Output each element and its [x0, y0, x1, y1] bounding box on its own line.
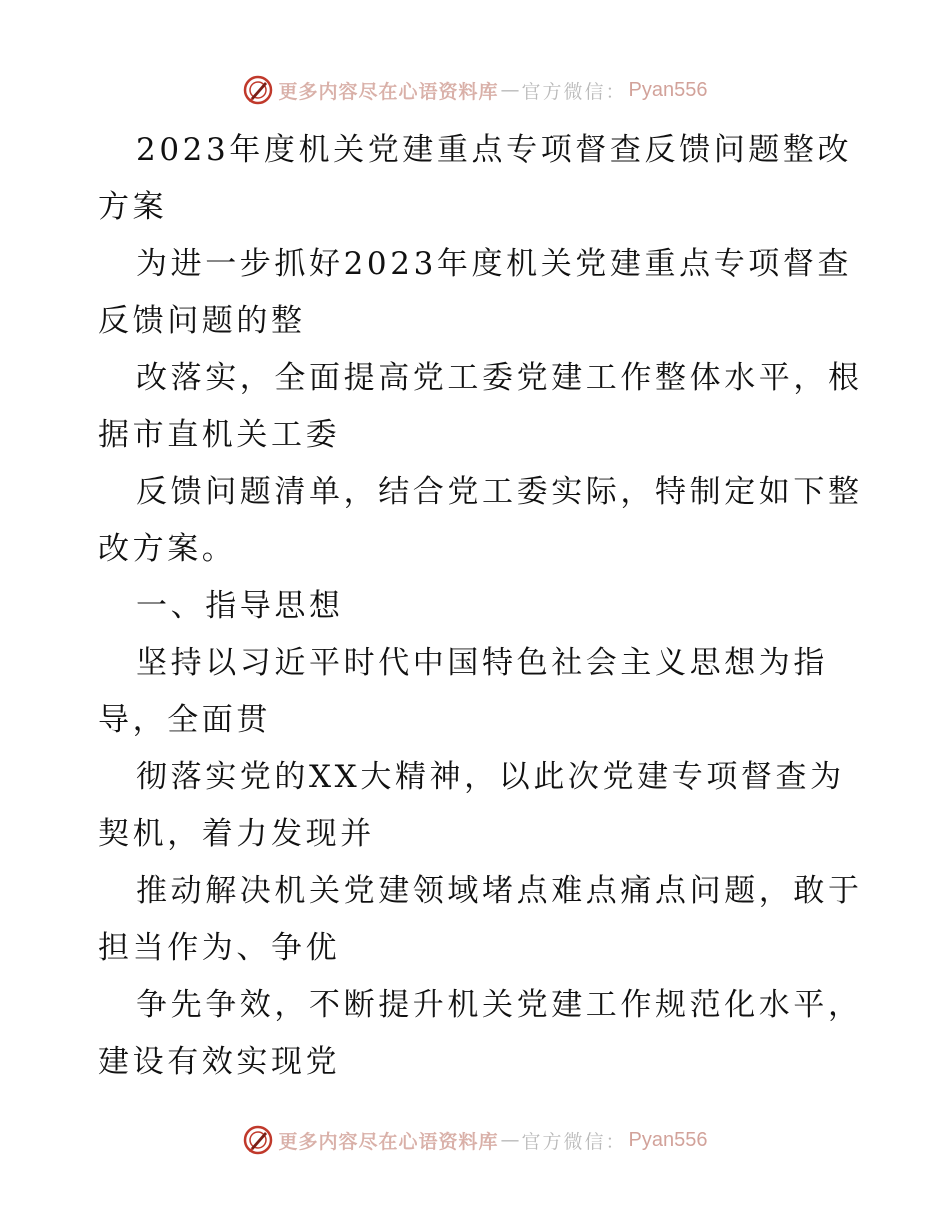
banner-dash: — — [500, 1129, 520, 1151]
paragraph-line: 坚持以习近平时代中国特色社会主义思想为指 — [136, 645, 828, 681]
paragraph-line: 担当作为、争优 — [98, 930, 341, 966]
banner-dash: — — [500, 79, 520, 101]
paragraph-line: 为进一步抓好2023年度机关党建重点专项督查 — [136, 246, 853, 282]
banner-main-text: 更多内容尽在心语资料库 — [278, 1130, 499, 1153]
paragraph-line: 争先争效，不断提升机关党建工作规范化水平， — [136, 987, 863, 1023]
paragraph-line: 建设有效实现党 — [98, 1044, 341, 1080]
pen-logo-icon — [243, 1125, 273, 1155]
section-heading: 一、指导思想 — [136, 588, 344, 624]
banner-main-text: 更多内容尽在心语资料库 — [278, 80, 499, 103]
paragraph-line: 改方案。 — [98, 531, 237, 567]
banner-wechat-id: Pyan556 — [628, 1128, 708, 1151]
document-title-line-2: 方案 — [98, 189, 168, 225]
paragraph-line: 推动解决机关党建领域堵点难点痛点问题，敢于 — [136, 873, 863, 909]
paragraph-line: 反馈问题的整 — [98, 303, 306, 339]
paragraph-line: 契机，着力发现并 — [98, 816, 375, 852]
pen-logo-icon — [243, 75, 273, 105]
paragraph-line: 改落实，全面提高党工委党建工作整体水平，根 — [136, 360, 863, 396]
paragraph-line: 彻落实党的XX大精神，以此次党建专项督查为 — [136, 759, 845, 795]
banner-wechat-label: 官方微信： — [521, 1130, 627, 1153]
document-title-line-1: 2023年度机关党建重点专项督查反馈问题整改 — [136, 132, 853, 168]
paragraph-line: 导，全面贯 — [98, 702, 271, 738]
header-banner — [0, 70, 950, 110]
paragraph-line: 反馈问题清单，结合党工委实际，特制定如下整 — [136, 474, 863, 510]
paragraph-line: 据市直机关工委 — [98, 417, 341, 453]
banner-wechat-id: Pyan556 — [628, 78, 708, 101]
footer-banner — [0, 1120, 950, 1160]
banner-wechat-label: 官方微信： — [521, 80, 627, 103]
